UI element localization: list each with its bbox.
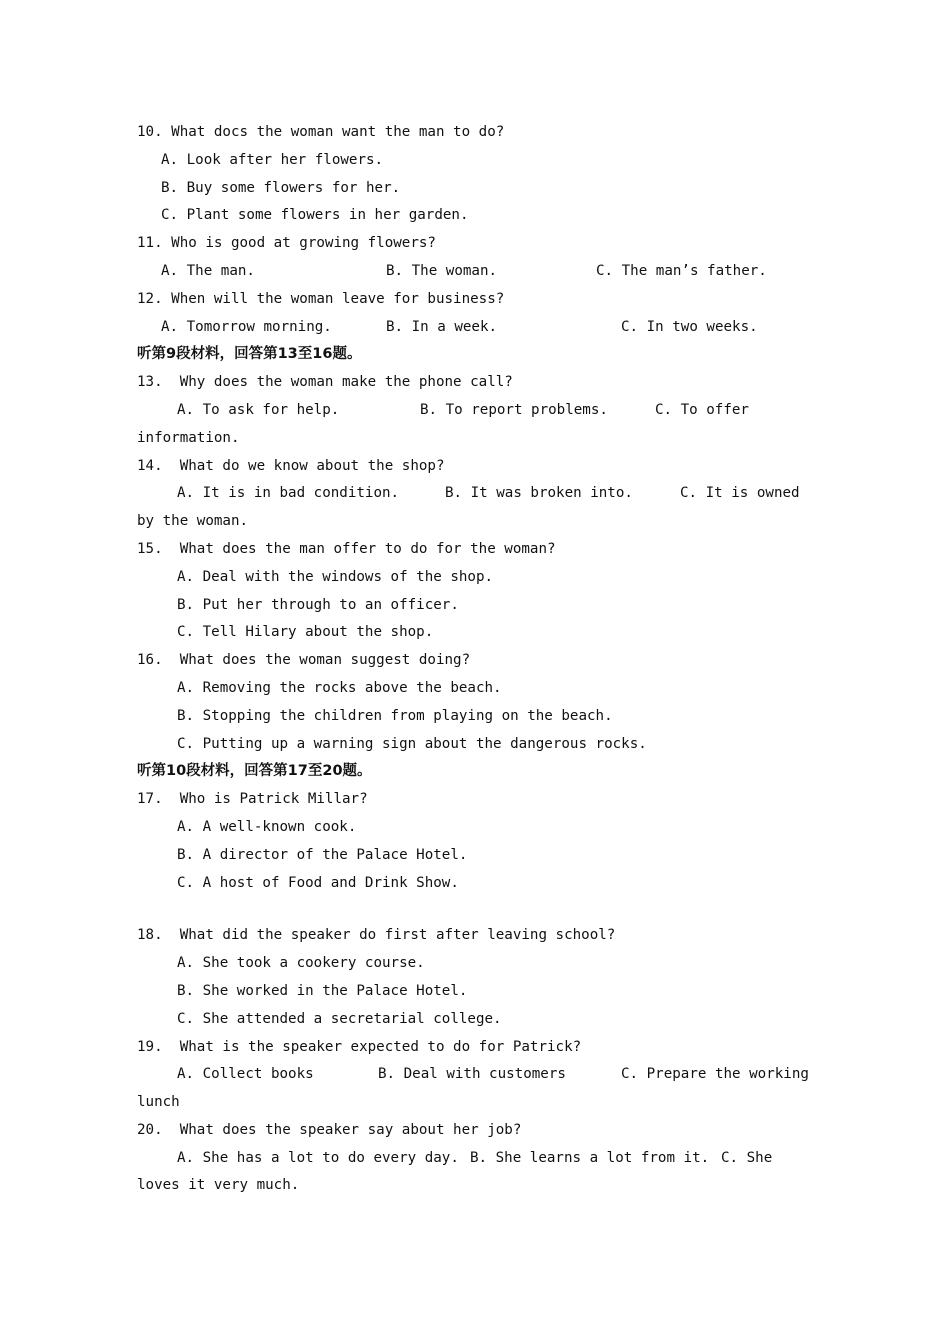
q12-option-a: A. Tomorrow morning.	[161, 318, 332, 335]
q20-option-a: A. She has a lot to do every day.	[177, 1149, 459, 1166]
q20-option-c: C. She	[721, 1149, 773, 1166]
q10-option-b: B. Buy some flowers for her.	[161, 179, 401, 196]
question-16: 16. What does the woman suggest doing?	[137, 652, 471, 669]
q14-option-c: C. It is owned	[680, 485, 800, 502]
q17-option-a: A. A well-known cook.	[177, 818, 357, 835]
q14-option-a: A. It is in bad condition.	[177, 485, 400, 502]
section-heading-10: 听第10段材料，回答第17至20题。	[137, 763, 372, 780]
q17-option-b: B. A director of the Palace Hotel.	[177, 846, 468, 863]
question-11: 11. Who is good at growing flowers?	[137, 235, 436, 252]
question-15: 15. What does the man offer to do for the woman?	[137, 540, 556, 557]
q18-option-a: A. She took a cookery course.	[177, 955, 425, 972]
q19-option-a: A. Collect books	[177, 1066, 314, 1083]
section-heading-9: 听第9段材料，回答第13至16题。	[137, 346, 362, 363]
q14-option-b: B. It was broken into.	[445, 485, 633, 502]
question-14: 14. What do we know about the shop?	[137, 457, 445, 474]
q18-option-c: C. She attended a secretarial college.	[177, 1010, 502, 1027]
q11-option-a: A. The man.	[161, 262, 255, 279]
q10-option-c: C. Plant some flowers in her garden.	[161, 207, 469, 224]
q19-option-b: B. Deal with customers	[378, 1066, 566, 1083]
question-19: 19. What is the speaker expected to do for Patrick?	[137, 1038, 582, 1055]
q18-option-b: B. She worked in the Palace Hotel.	[177, 982, 468, 999]
q12-option-c: C. In two weeks.	[621, 318, 758, 335]
exam-page	[137, 119, 827, 1200]
q20-option-b: B. She learns a lot from it.	[470, 1149, 710, 1166]
blank-gap	[137, 897, 827, 922]
q19-option-c-continued: lunch	[137, 1094, 180, 1111]
q15-option-c: C. Tell Hilary about the shop.	[177, 624, 434, 641]
q16-option-b: B. Stopping the children from playing on the beach.	[177, 707, 613, 724]
q12-option-b: B. In a week.	[386, 318, 498, 335]
question-18: 18. What did the speaker do first after leaving school?	[137, 927, 616, 944]
question-10: 10. What docs the woman want the man to do?	[137, 124, 505, 140]
q11-options	[137, 258, 827, 286]
q16-option-c: C. Putting up a warning sign about the dangerous rocks.	[177, 735, 647, 752]
q11-option-c: C. The man’s father.	[596, 262, 767, 279]
q13-options	[137, 397, 827, 425]
q14-option-c-continued: by the woman.	[137, 513, 249, 530]
q13-option-b: B. To report problems.	[420, 401, 608, 418]
q17-option-c: C. A host of Food and Drink Show.	[177, 874, 459, 891]
q15-option-a: A. Deal with the windows of the shop.	[177, 568, 494, 585]
question-20: 20. What does the speaker say about her job?	[137, 1121, 522, 1138]
question-13: 13. Why does the woman make the phone call?	[137, 374, 513, 391]
q19-options	[137, 1061, 827, 1089]
q12-options	[137, 314, 827, 342]
q13-option-c: C. To offer	[655, 401, 749, 418]
q13-option-c-continued: information.	[137, 429, 240, 446]
q16-option-a: A. Removing the rocks above the beach.	[177, 679, 502, 696]
q20-options	[137, 1145, 827, 1173]
q11-option-b: B. The woman.	[386, 262, 498, 279]
question-12: 12. When will the woman leave for business?	[137, 290, 505, 307]
q15-option-b: B. Put her through to an officer.	[177, 596, 459, 613]
q14-options	[137, 480, 827, 508]
question-17: 17. Who is Patrick Millar?	[137, 791, 368, 808]
q20-option-c-continued: loves it very much.	[137, 1177, 300, 1194]
q19-option-c: C. Prepare the working	[621, 1066, 809, 1083]
q10-option-a: A. Look after her flowers.	[161, 151, 384, 168]
q13-option-a: A. To ask for help.	[177, 401, 340, 418]
